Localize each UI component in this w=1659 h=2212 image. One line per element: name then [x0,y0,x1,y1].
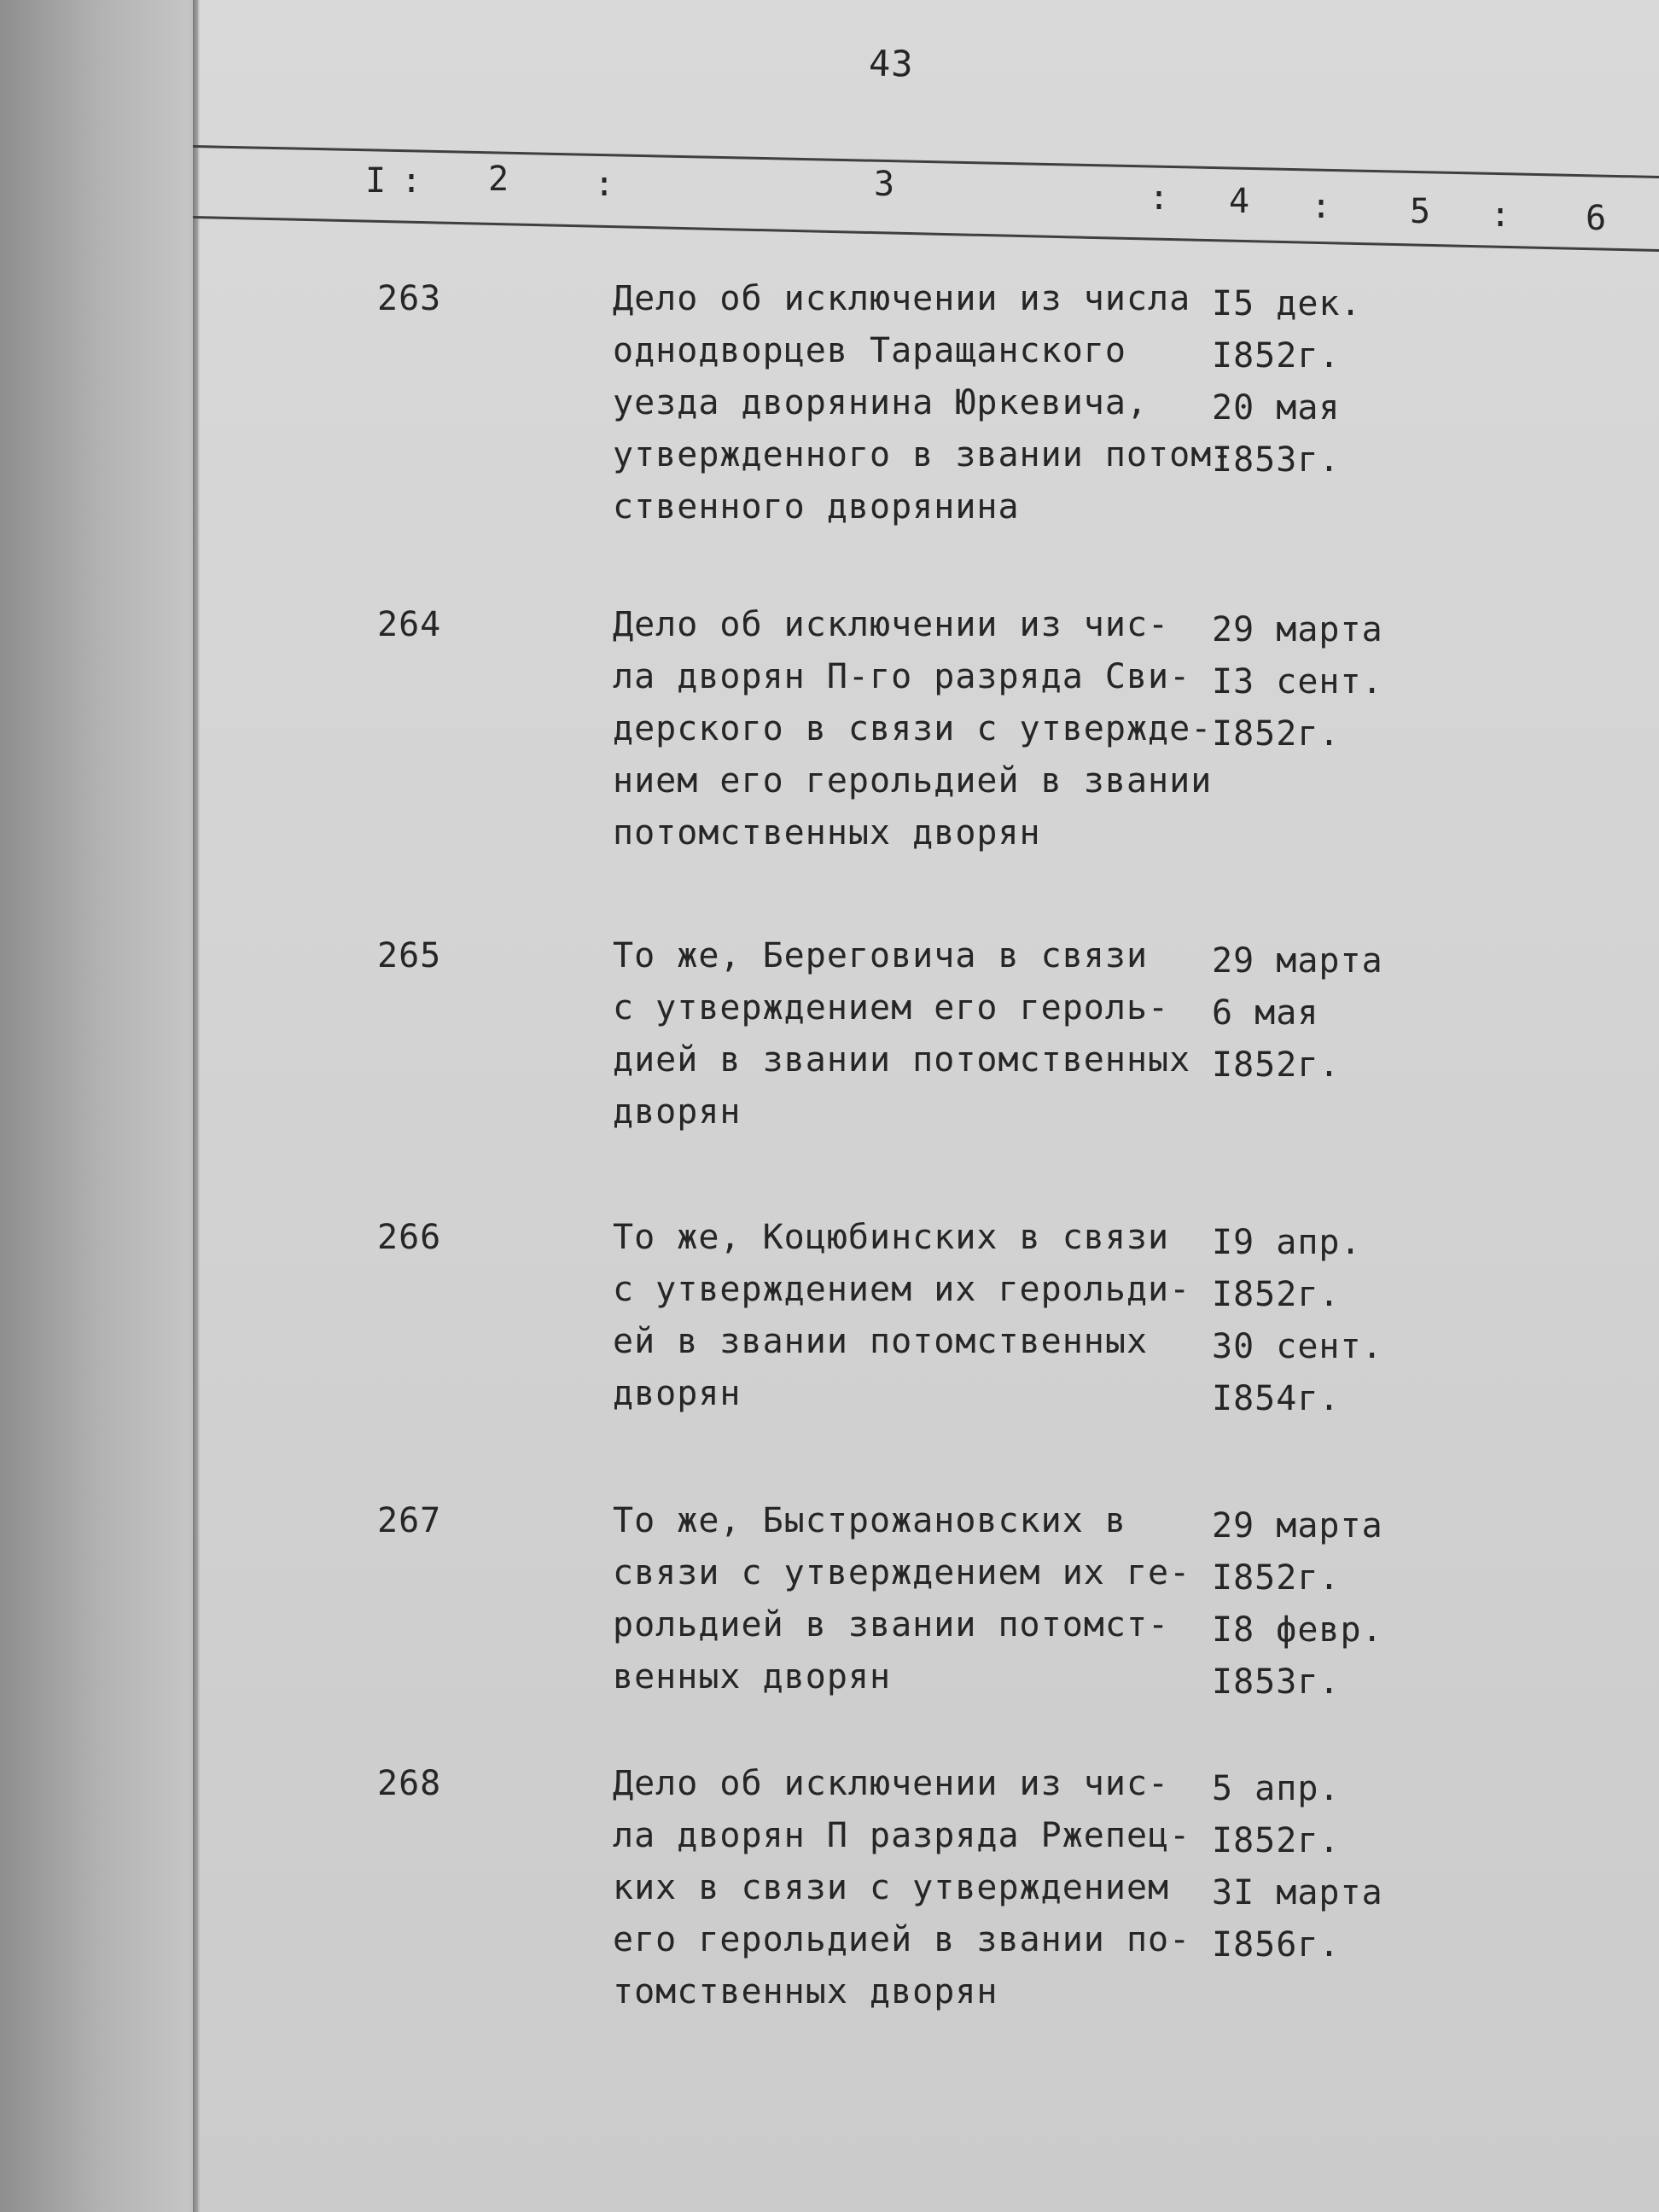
column-header-6: 6 [1586,199,1608,238]
description-line: Дело об исключении из чис- [613,1764,1170,1803]
description-line: его герольдией в звании по- [613,1920,1191,1959]
entry-dates [1212,1217,1417,1425]
description-line: однодворцев Таращанского [613,331,1126,370]
description-line: потомственных дворян [613,813,1041,853]
description-line: ей в звании потомственных [613,1322,1149,1361]
page-number: 43 [868,42,915,85]
table-header [0,0,1659,247]
date-line: I853г. [1212,1662,1341,1702]
date-line: I856г. [1212,1925,1341,1965]
entry-description [613,1495,1227,1703]
column-separator: : [401,161,423,201]
description-line: дией в звании потомственных [613,1040,1191,1080]
description-line: ких в связи с утверждением [613,1868,1170,1907]
entry-number: 265 [377,936,442,975]
description-line: венных дворян [613,1657,892,1697]
entry-number: 268 [377,1764,442,1803]
description-line: Дело об исключении из числа [613,279,1191,318]
column-header-2: 2 [488,160,510,199]
entry-number: 264 [377,605,442,644]
date-line: 30 сент. [1212,1327,1383,1366]
description-line: томственных дворян [613,1972,998,2011]
entry-dates [1212,1763,1417,1971]
date-line: I852г. [1212,1821,1341,1860]
entry-dates [1212,604,1417,760]
entry-number: 263 [377,279,442,318]
description-line: с утверждением их герольди- [613,1270,1191,1309]
entry-dates [1212,1500,1417,1708]
date-line: I852г. [1212,1275,1341,1314]
date-line: I5 дек. [1212,284,1362,323]
entry-dates [1212,278,1417,486]
description-line: с утверждением его героль- [613,988,1170,1027]
entry-description [613,599,1227,859]
description-line: ла дворян П-го разряда Сви- [613,657,1191,696]
description-line: рольдией в звании потомст- [613,1605,1170,1644]
date-line: 29 марта [1212,610,1383,649]
date-line: 5 апр. [1212,1769,1341,1808]
entry-description [613,1212,1227,1420]
entry-description [613,930,1227,1138]
description-line: Дело об исключении из чис- [613,605,1170,644]
date-line: 29 марта [1212,1506,1383,1545]
description-line: дворян [613,1374,742,1413]
column-header-5: 5 [1410,192,1432,231]
date-line: I852г. [1212,1558,1341,1598]
column-header-1: I [365,161,387,201]
entry-description [613,273,1234,533]
description-line: То же, Коцюбинских в связи [613,1218,1170,1257]
date-line: 20 мая [1212,388,1341,428]
entry-dates [1212,935,1417,1091]
date-line: I9 апр. [1212,1223,1362,1262]
column-separator: : [1490,195,1512,235]
binding-gutter [0,0,198,2212]
description-line: То же, Береговича в связи [613,936,1149,975]
column-separator: : [1311,187,1333,226]
date-line: 29 марта [1212,941,1383,981]
date-line: 6 мая [1212,993,1319,1033]
page-fold-shadow [193,0,200,2212]
entry-number: 266 [377,1218,442,1257]
column-separator: : [594,165,616,204]
date-line: I8 февр. [1212,1610,1383,1650]
entry-description [613,1758,1227,2018]
date-line: 3I марта [1212,1873,1383,1912]
description-line: ла дворян П разряда Ржепец- [613,1816,1191,1855]
entry-number: 267 [377,1501,442,1540]
date-line: I852г. [1212,714,1341,754]
date-line: I3 сент. [1212,662,1383,701]
description-line: дворян [613,1092,742,1132]
date-line: I852г. [1212,1045,1341,1085]
column-separator: : [1149,178,1171,218]
date-line: I854г. [1212,1379,1341,1418]
description-line: ственного дворянина [613,487,1020,527]
description-line: дерского в связи с утвержде- [613,709,1213,748]
description-line: утвержденного в звании потом- [613,435,1234,474]
description-line: нием его герольдией в звании [613,761,1213,800]
description-line: То же, Быстрожановских в [613,1501,1126,1540]
date-line: I852г. [1212,336,1341,375]
column-header-3: 3 [874,165,896,204]
date-line: I853г. [1212,440,1341,480]
column-header-4: 4 [1229,182,1251,221]
description-line: уезда дворянина Юркевича, [613,383,1149,422]
description-line: связи с утверждением их ге- [613,1553,1191,1592]
